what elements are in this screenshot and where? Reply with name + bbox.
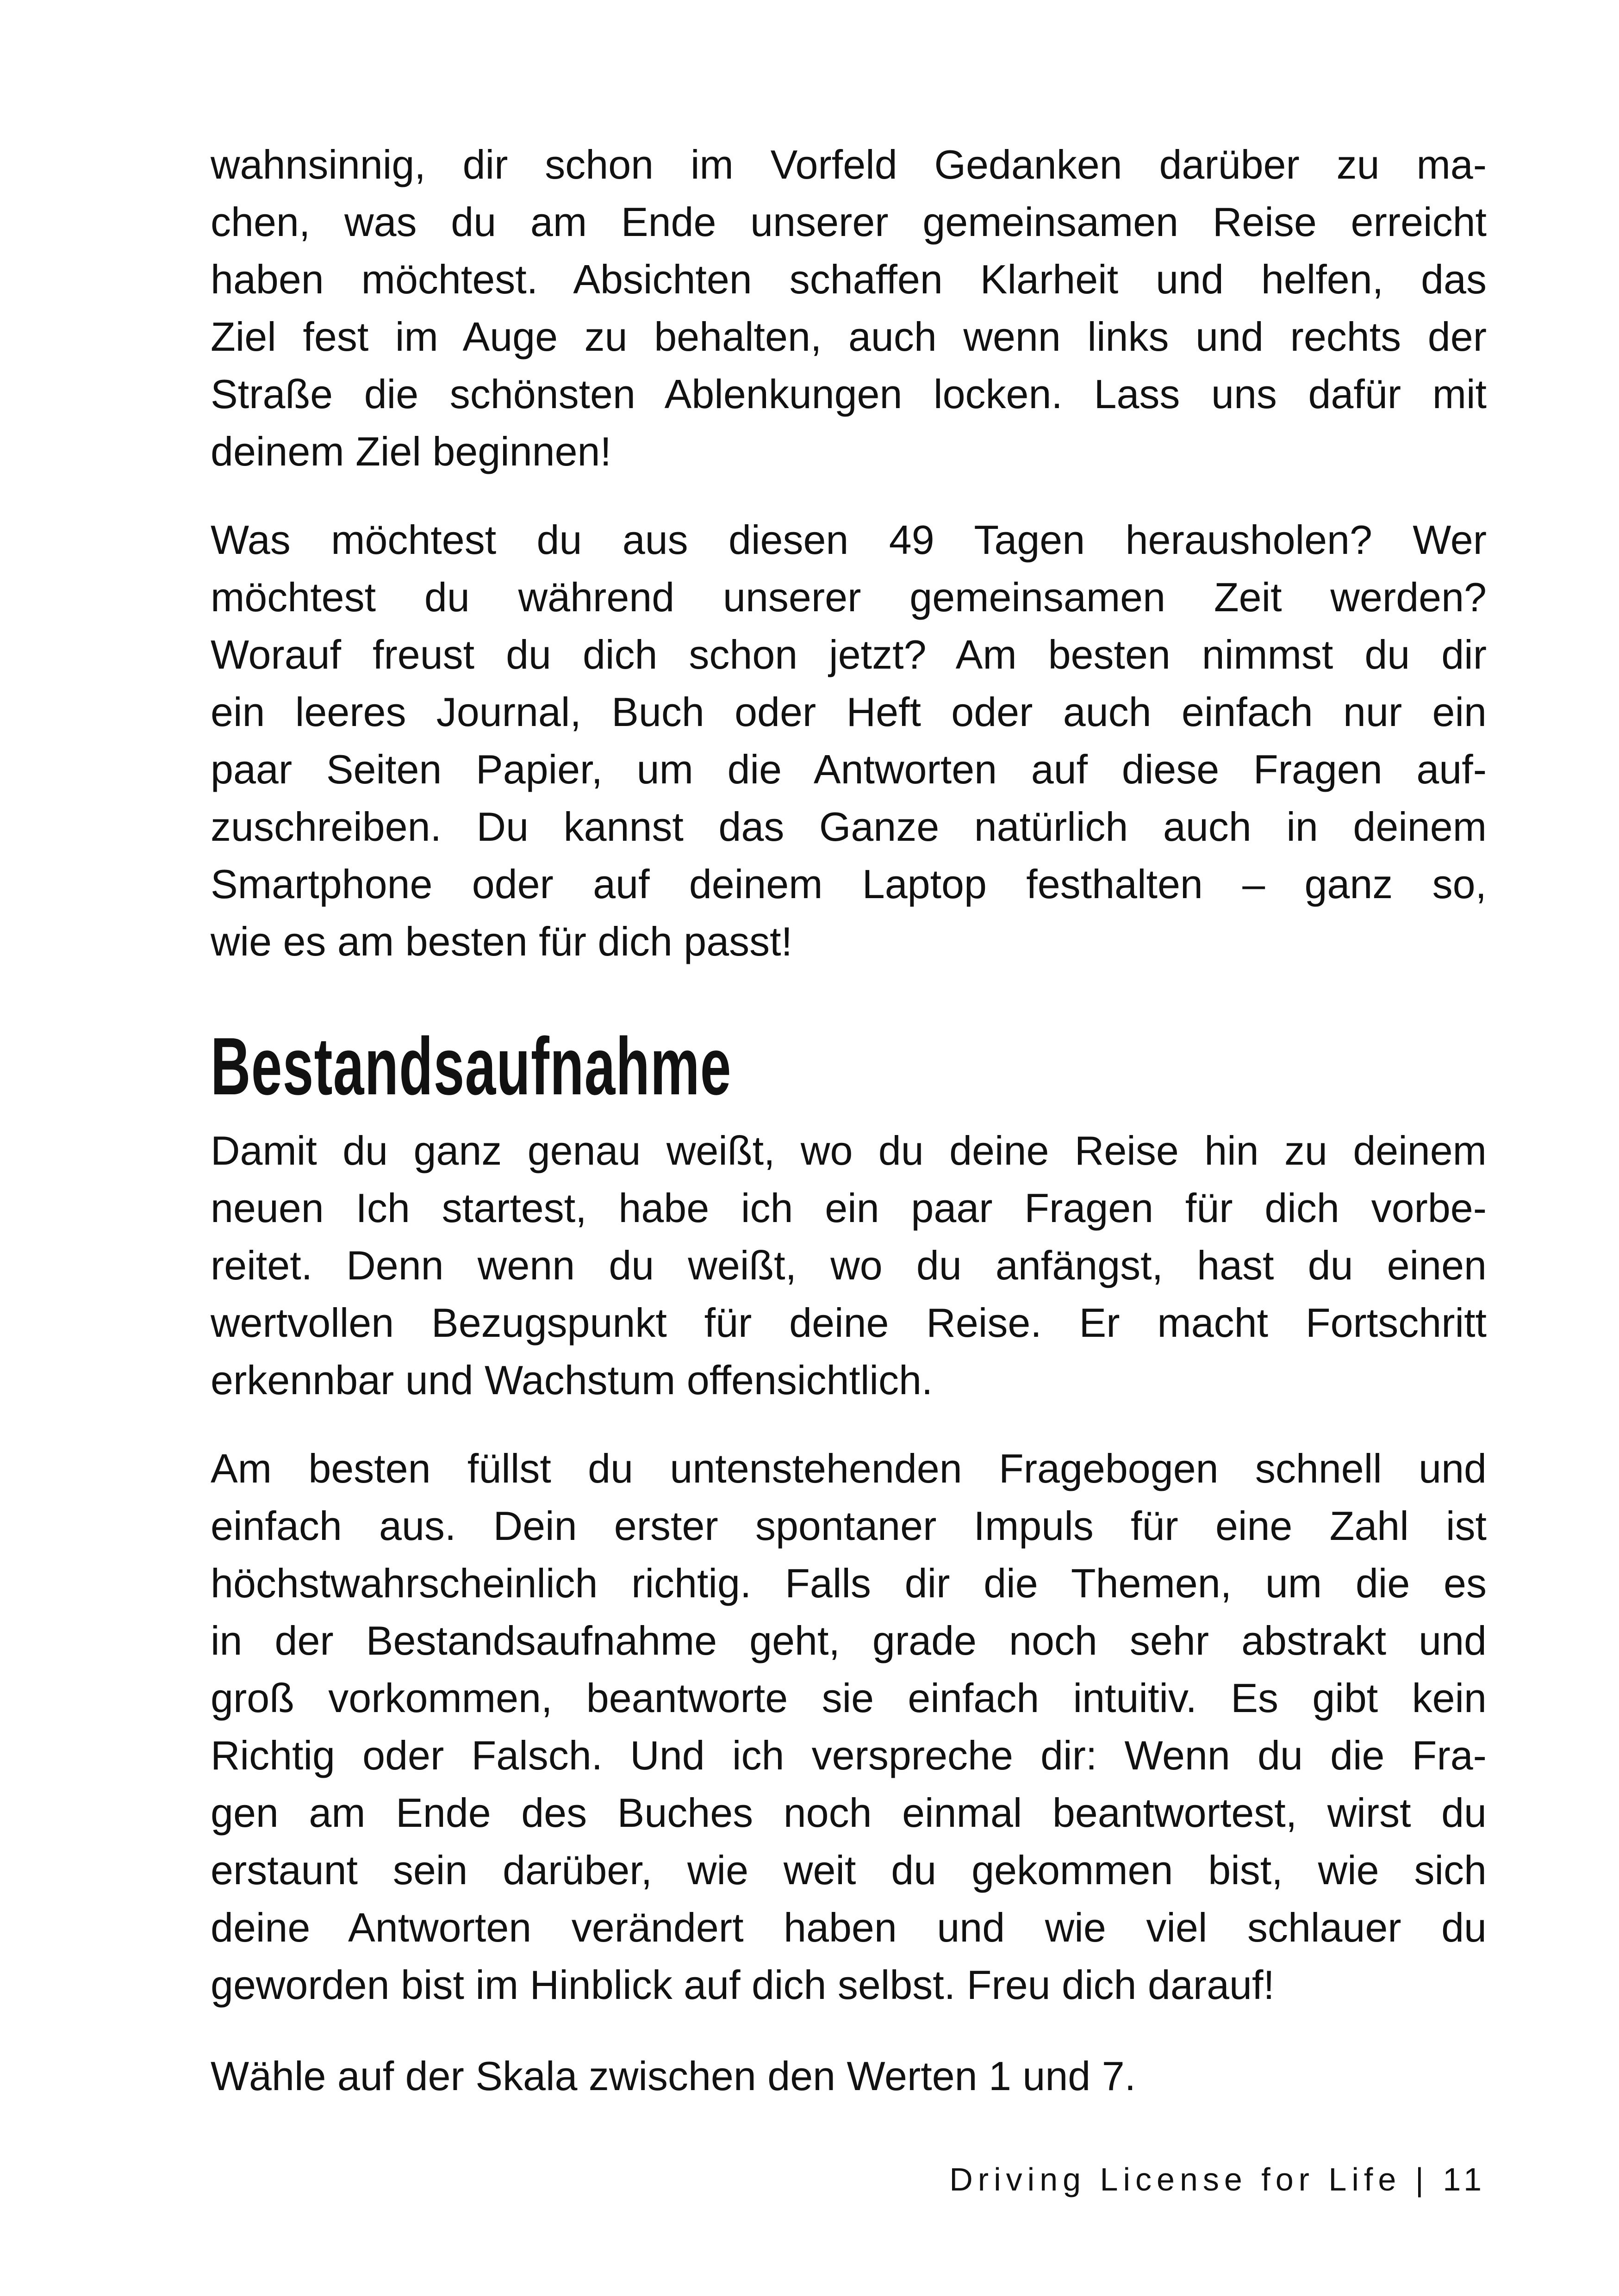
text-line: Was möchtest du aus diesen 49 Tagen herausholen? Wer (211, 517, 1487, 563)
text-line: Am besten füllst du untenstehenden Fragebogen schnell und (211, 1446, 1487, 1491)
page-footer: Driving License for Life | 11 (949, 2161, 1487, 2197)
text-line: wie es am besten für dich passt! (211, 918, 793, 964)
text-line: Smartphone oder auf deinem Laptop festhalten – ganz so, (211, 861, 1487, 907)
text-line: in der Bestandsaufnahme geht, grade noch sehr abstrakt und (211, 1618, 1487, 1663)
text-line: zuschreiben. Du kannst das Ganze natürlich auch in deinem (211, 804, 1487, 850)
text-line: geworden bist im Hinblick auf dich selbst. Freu dich darauf! (211, 1962, 1275, 2008)
text-line: wertvollen Bezugspunkt für deine Reise. Er macht Fortschritt (211, 1300, 1487, 1346)
paragraph-questionnaire-instructions (211, 1440, 1487, 2014)
paragraph-intro-goals (211, 136, 1487, 480)
text-line: neuen Ich startest, habe ich ein paar Fragen für dich vorbe- (211, 1185, 1487, 1231)
text-line: Worauf freust du dich schon jetzt? Am besten nimmst du dir (211, 632, 1487, 677)
text-line: Richtig oder Falsch. Und ich verspreche dir: Wenn du die Fra- (211, 1732, 1487, 1778)
text-line: möchtest du während unserer gemeinsamen Zeit werden? (211, 574, 1487, 620)
section-heading: Bestandsaufnahme (211, 1021, 732, 1112)
text-line: deine Antworten verändert haben und wie viel schlauer du (211, 1905, 1487, 1950)
text-line: höchstwahrscheinlich richtig. Falls dir die Themen, um die es (211, 1560, 1487, 1606)
text-line: erstaunt sein darüber, wie weit du gekommen bist, wie sich (211, 1847, 1487, 1893)
text-line: reitet. Denn wenn du weißt, wo du anfängst, hast du einen (211, 1242, 1487, 1288)
text-line: ein leeres Journal, Buch oder Heft oder auch einfach nur ein (211, 689, 1487, 735)
paragraph-scale-instruction (211, 2048, 1487, 2105)
text-line: erkennbar und Wachstum offensichtlich. (211, 1357, 933, 1403)
text-line: deinem Ziel beginnen! (211, 428, 611, 474)
text-line: Ziel fest im Auge zu behalten, auch wenn links und rechts der (211, 314, 1487, 360)
paragraph-starting-point (211, 1122, 1487, 1409)
text-line: haben möchtest. Absichten schaffen Klarheit und helfen, das (211, 256, 1487, 302)
text-line: paar Seiten Papier, um die Antworten auf diese Fragen auf- (211, 746, 1487, 792)
text-line: wahnsinnig, dir schon im Vorfeld Gedanken darüber zu ma- (211, 142, 1487, 187)
text-line: gen am Ende des Buches noch einmal beantwortest, wirst du (211, 1790, 1487, 1836)
text-line: Wähle auf der Skala zwischen den Werten 1 und 7. (211, 2053, 1136, 2099)
text-line: Damit du ganz genau weißt, wo du deine Reise hin zu deinem (211, 1128, 1487, 1173)
text-line: chen, was du am Ende unserer gemeinsamen Reise erreicht (211, 199, 1487, 245)
text-line: groß vorkommen, beantworte sie einfach intuitiv. Es gibt kein (211, 1675, 1487, 1721)
text-line: Straße die schönsten Ablenkungen locken. Lass uns dafür mit (211, 371, 1487, 417)
paragraph-questions (211, 511, 1487, 970)
text-line: einfach aus. Dein erster spontaner Impuls für eine Zahl ist (211, 1503, 1487, 1549)
